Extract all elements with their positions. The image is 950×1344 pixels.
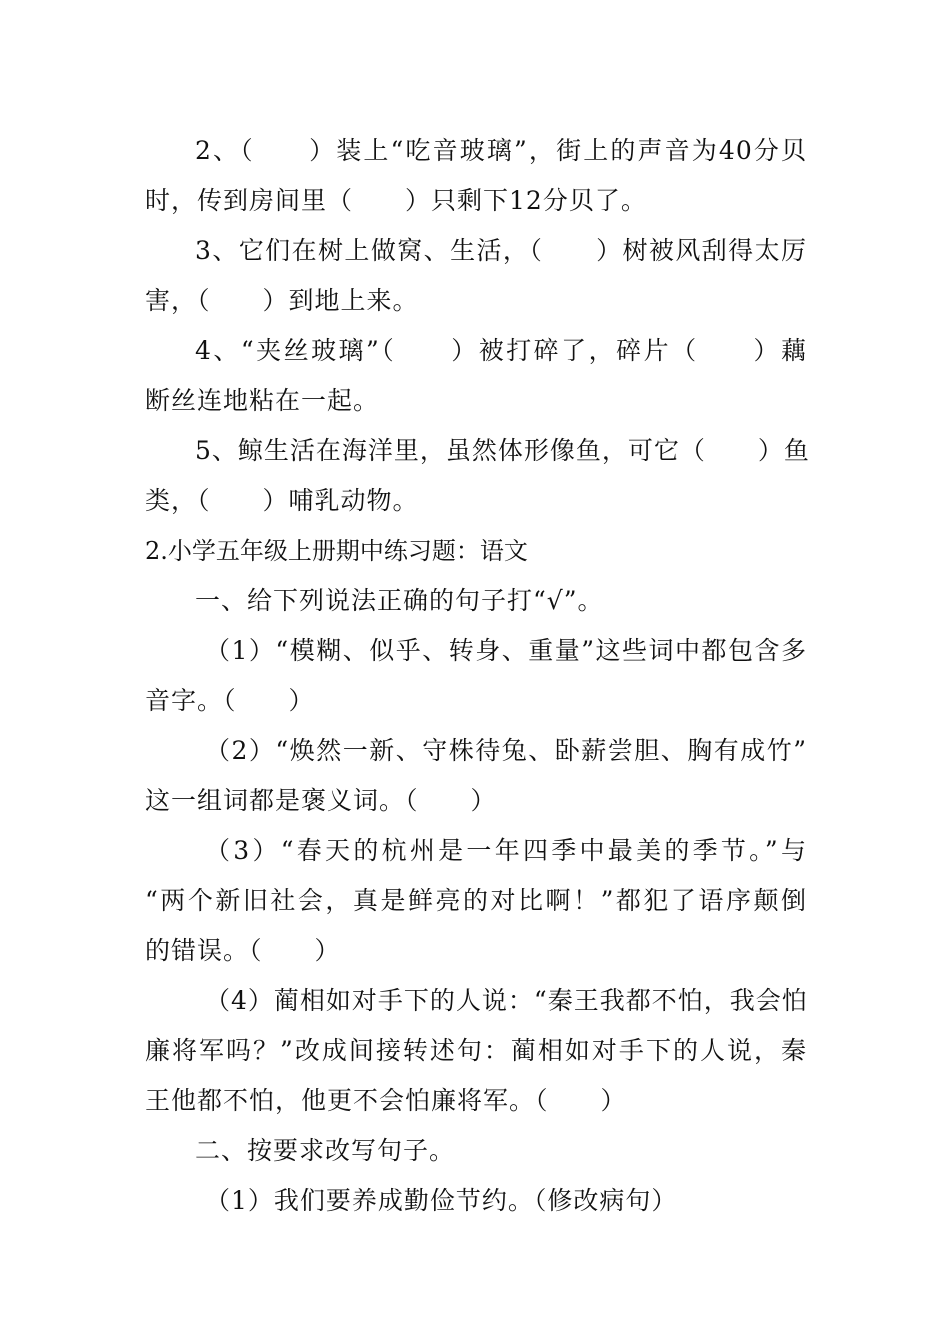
item-4-line-2: 廉将军吗？”改成间接转述句：蔺相如对手下的人说，秦 [145,1036,807,1065]
question-4-line-1: 4、“夹丝玻璃”（ ）被打碎了，碎片（ ）藕 [195,336,807,365]
item-1-line-1: （1）“模糊、似乎、转身、重量”这些词中都包含多 [205,636,807,665]
item-3-line-1: （3）“春天的杭州是一年四季中最美的季节。”与 [205,836,807,865]
item-3-line-3: 的错误。（ ） [145,936,341,965]
item-1-line-2: 音字。（ ） [145,686,315,715]
item-3-line-2: “两个新旧社会，真是鲜亮的对比啊！”都犯了语序颠倒 [145,886,807,915]
question-3-line-2: 害，（ ）到地上来。 [145,286,419,315]
rewrite-item-1: （1）我们要养成勤俭节约。（修改病句） [205,1186,678,1215]
item-2-line-2: 这一组词都是褒义词。（ ） [145,786,497,815]
question-2-line-2: 时，传到房间里（ ）只剩下12分贝了。 [145,186,647,215]
question-5-line-1: 5、鲸生活在海洋里，虽然体形像鱼，可它（ ）鱼 [195,436,810,465]
item-4-line-3: 王他都不怕，他更不会怕廉将军。（ ） [145,1086,627,1115]
part-two-heading: 二、按要求改写句子。 [195,1136,456,1165]
part-one-heading: 一、给下列说法正确的句子打“√”。 [195,586,604,615]
question-3-line-1: 3、它们在树上做窝、生活，（ ）树被风刮得太厉 [195,236,807,265]
question-4-line-2: 断丝连地粘在一起。 [145,386,380,415]
question-5-line-2: 类，（ ）哺乳动物。 [145,486,419,515]
section-title: 2.小学五年级上册期中练习题：语文 [145,537,528,565]
item-2-line-1: （2）“焕然一新、守株待兔、卧薪尝胆、胸有成竹” [205,736,807,765]
item-4-line-1: （4）蔺相如对手下的人说：“秦王我都不怕，我会怕 [205,986,808,1015]
question-2-line-1: 2、（ ）装上“吃音玻璃”，街上的声音为40分贝 [195,136,807,165]
